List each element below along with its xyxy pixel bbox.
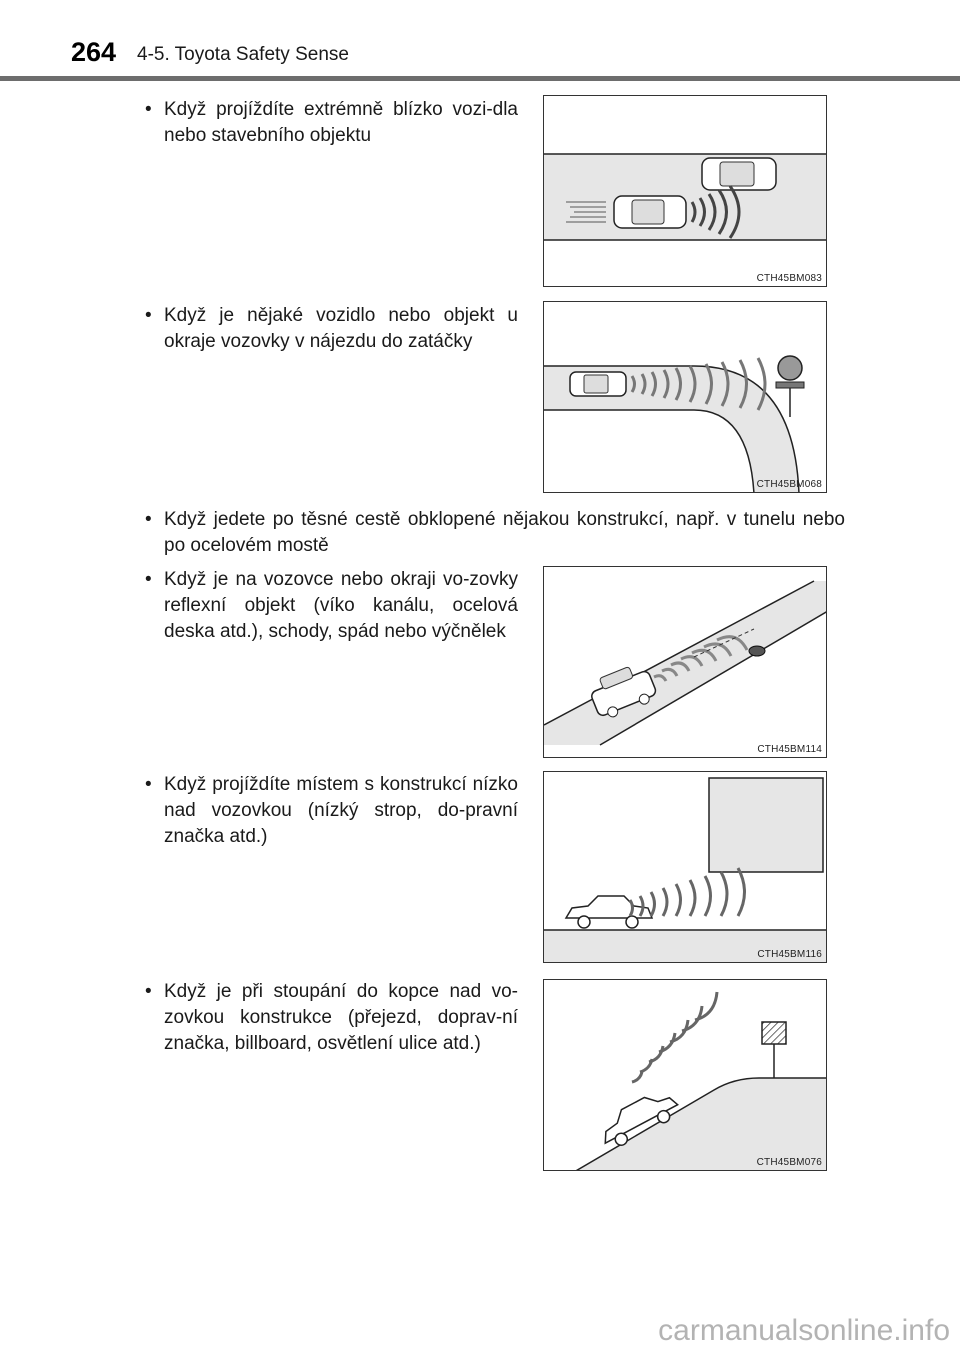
uphill-structure-illustration (544, 980, 827, 1171)
figure-code: CTH45BM076 (756, 1157, 822, 1168)
figure-close-vehicle (543, 95, 827, 287)
figure-code: CTH45BM114 (757, 744, 822, 755)
figure-reflective-object (543, 566, 827, 758)
bullet-dot: • (145, 981, 152, 1002)
reflective-object-illustration (544, 567, 827, 758)
figure-code: CTH45BM116 (757, 949, 822, 960)
bullet-text: Když je nějaké vozidlo nebo objekt u okraje vozovky v nájezdu do zatáčky (164, 305, 518, 352)
bullet-item-6 (145, 979, 518, 1057)
bullet-text: Když je při stoupání do kopce nad vo-zovkou konstrukce (přejezd, doprav-ní značka, billboard, osvětlení ulice atd.) (164, 981, 518, 1054)
watermark: carmanualsonline.info (658, 1314, 950, 1347)
bullet-item-2 (145, 303, 518, 355)
page-number: 264 (71, 37, 117, 67)
figure-code: CTH45BM068 (756, 479, 822, 490)
bullet-text: Když projíždíte místem s konstrukcí nízko nad vozovkou (nízký strop, do-pravní značka atd.) (164, 774, 518, 847)
bullet-item-1 (145, 97, 518, 149)
figure-uphill-structure (543, 979, 827, 1171)
bullet-item-4 (145, 567, 518, 645)
bullet-dot: • (145, 569, 152, 590)
bullet-dot: • (145, 774, 152, 795)
figure-code: CTH45BM083 (756, 273, 822, 284)
bullet-text: Když je na vozovce nebo okraji vo-zovky reflexní objekt (víko kanálu, ocelová deska atd.), schody, spád nebo výčnělek (164, 569, 518, 642)
header-rule (0, 76, 960, 81)
bullet-dot: • (145, 99, 152, 120)
bullet-text: Když projíždíte extrémně blízko vozi-dla nebo stavebního objektu (164, 99, 518, 146)
section-title: 4-5. Toyota Safety Sense (137, 44, 349, 65)
bullet-dot: • (145, 305, 152, 326)
figure-curve-entry (543, 301, 827, 493)
bullet-item-5 (145, 772, 518, 850)
bullet-text: Když jedete po těsné cestě obklopené nějakou konstrukcí, např. v tunelu nebo po ocelovém mostě (164, 509, 845, 556)
figure-low-structure (543, 771, 827, 963)
bullet-dot: • (145, 509, 152, 530)
close-vehicle-illustration (544, 96, 827, 287)
bullet-item-3 (145, 507, 845, 559)
curve-entry-illustration (544, 302, 827, 493)
low-structure-illustration (544, 772, 827, 963)
